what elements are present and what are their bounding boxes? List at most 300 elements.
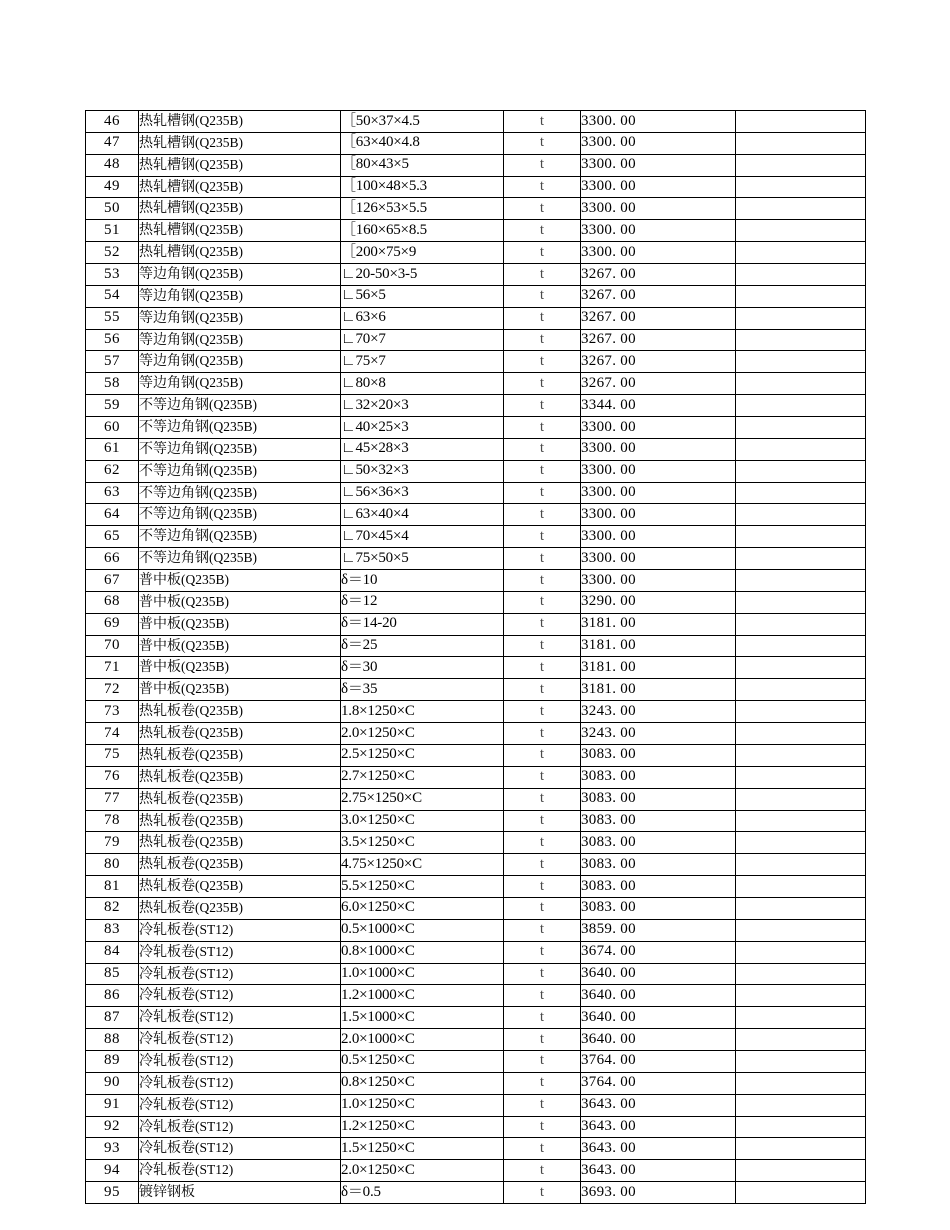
cell-unit[interactable]: t [504,373,581,395]
cell-unit[interactable]: t [504,897,581,919]
cell-name[interactable] [139,176,341,198]
cell-unit-price[interactable]: 3083. 00 [581,810,736,832]
table-row[interactable] [86,242,866,264]
cell-specification[interactable]: ∟45×28×3 [341,438,504,460]
cell-unit[interactable]: t [504,1072,581,1094]
cell-remark[interactable] [736,657,866,679]
cell-specification[interactable]: 0.8×1000×C [341,941,504,963]
cell-sequence[interactable]: 60 [86,417,139,439]
cell-name[interactable] [139,744,341,766]
cell-name[interactable] [139,1160,341,1182]
cell-specification[interactable]: δ＝12 [341,591,504,613]
cell-unit[interactable]: t [504,985,581,1007]
table-row[interactable] [86,373,866,395]
cell-remark[interactable] [736,264,866,286]
cell-remark[interactable] [736,1007,866,1029]
cell-unit[interactable]: t [504,919,581,941]
cell-remark[interactable] [736,198,866,220]
cell-unit-price[interactable]: 3764. 00 [581,1072,736,1094]
table-row[interactable] [86,285,866,307]
cell-name[interactable] [139,985,341,1007]
cell-unit[interactable]: t [504,285,581,307]
table-row[interactable] [86,1050,866,1072]
cell-sequence[interactable]: 65 [86,526,139,548]
cell-specification[interactable]: δ＝30 [341,657,504,679]
cell-remark[interactable] [736,395,866,417]
cell-name[interactable] [139,1116,341,1138]
cell-name[interactable] [139,111,341,133]
cell-specification[interactable]: ［80×43×5 [341,154,504,176]
cell-name[interactable] [139,897,341,919]
cell-sequence[interactable]: 64 [86,504,139,526]
cell-unit-price[interactable]: 3300. 00 [581,460,736,482]
table-row[interactable] [86,941,866,963]
cell-sequence[interactable]: 50 [86,198,139,220]
cell-sequence[interactable]: 68 [86,591,139,613]
table-row[interactable] [86,810,866,832]
cell-unit[interactable]: t [504,1029,581,1051]
cell-name[interactable] [139,285,341,307]
table-row[interactable] [86,482,866,504]
cell-specification[interactable]: 0.8×1250×C [341,1072,504,1094]
cell-remark[interactable] [736,132,866,154]
cell-name[interactable] [139,766,341,788]
cell-remark[interactable] [736,285,866,307]
cell-remark[interactable] [736,460,866,482]
cell-unit[interactable]: t [504,242,581,264]
cell-remark[interactable] [736,1029,866,1051]
cell-unit[interactable]: t [504,176,581,198]
cell-unit[interactable]: t [504,329,581,351]
cell-unit-price[interactable]: 3300. 00 [581,417,736,439]
cell-unit-price[interactable]: 3083. 00 [581,832,736,854]
cell-name[interactable] [139,417,341,439]
cell-remark[interactable] [736,220,866,242]
cell-name[interactable] [139,963,341,985]
cell-specification[interactable]: δ＝10 [341,570,504,592]
cell-unit[interactable]: t [504,832,581,854]
cell-sequence[interactable]: 91 [86,1094,139,1116]
cell-name[interactable] [139,264,341,286]
cell-sequence[interactable]: 49 [86,176,139,198]
cell-name[interactable] [139,919,341,941]
cell-sequence[interactable]: 84 [86,941,139,963]
table-row[interactable] [86,132,866,154]
cell-remark[interactable] [736,613,866,635]
cell-specification[interactable]: ［63×40×4.8 [341,132,504,154]
cell-specification[interactable]: ∟70×7 [341,329,504,351]
cell-specification[interactable]: ∟20-50×3-5 [341,264,504,286]
cell-unit-price[interactable]: 3290. 00 [581,591,736,613]
cell-unit[interactable]: t [504,591,581,613]
cell-remark[interactable] [736,329,866,351]
table-row[interactable] [86,264,866,286]
cell-unit[interactable]: t [504,132,581,154]
cell-unit-price[interactable]: 3181. 00 [581,679,736,701]
cell-unit[interactable]: t [504,679,581,701]
cell-remark[interactable] [736,417,866,439]
cell-remark[interactable] [736,897,866,919]
cell-unit[interactable]: t [504,570,581,592]
cell-sequence[interactable]: 61 [86,438,139,460]
cell-sequence[interactable]: 51 [86,220,139,242]
cell-unit[interactable]: t [504,438,581,460]
cell-unit-price[interactable]: 3267. 00 [581,351,736,373]
cell-unit-price[interactable]: 3300. 00 [581,154,736,176]
cell-specification[interactable]: 6.0×1250×C [341,897,504,919]
cell-specification[interactable]: ［200×75×9 [341,242,504,264]
cell-unit-price[interactable]: 3300. 00 [581,111,736,133]
cell-specification[interactable]: ∟63×6 [341,307,504,329]
cell-sequence[interactable]: 80 [86,854,139,876]
cell-name[interactable] [139,591,341,613]
cell-remark[interactable] [736,876,866,898]
cell-specification[interactable]: ∟40×25×3 [341,417,504,439]
cell-specification[interactable]: 1.0×1250×C [341,1094,504,1116]
cell-remark[interactable] [736,570,866,592]
cell-unit-price[interactable]: 3859. 00 [581,919,736,941]
cell-name[interactable] [139,395,341,417]
cell-unit[interactable]: t [504,220,581,242]
cell-unit-price[interactable]: 3300. 00 [581,548,736,570]
cell-sequence[interactable]: 53 [86,264,139,286]
cell-unit[interactable]: t [504,264,581,286]
cell-sequence[interactable]: 86 [86,985,139,1007]
cell-name[interactable] [139,460,341,482]
cell-unit-price[interactable]: 3640. 00 [581,985,736,1007]
cell-name[interactable] [139,810,341,832]
cell-unit-price[interactable]: 3267. 00 [581,329,736,351]
cell-unit-price[interactable]: 3083. 00 [581,897,736,919]
cell-sequence[interactable]: 89 [86,1050,139,1072]
cell-remark[interactable] [736,1116,866,1138]
cell-specification[interactable]: ［100×48×5.3 [341,176,504,198]
cell-name[interactable] [139,351,341,373]
cell-specification[interactable]: 0.5×1250×C [341,1050,504,1072]
table-row[interactable] [86,679,866,701]
cell-sequence[interactable]: 52 [86,242,139,264]
table-row[interactable] [86,198,866,220]
cell-specification[interactable]: 1.0×1000×C [341,963,504,985]
cell-unit-price[interactable]: 3300. 00 [581,504,736,526]
cell-remark[interactable] [736,504,866,526]
cell-specification[interactable]: δ＝25 [341,635,504,657]
cell-name[interactable] [139,788,341,810]
cell-specification[interactable]: 1.5×1250×C [341,1138,504,1160]
cell-specification[interactable]: 2.0×1000×C [341,1029,504,1051]
table-row[interactable] [86,635,866,657]
cell-name[interactable] [139,438,341,460]
table-row[interactable] [86,1138,866,1160]
cell-remark[interactable] [736,548,866,570]
cell-remark[interactable] [736,591,866,613]
table-row[interactable] [86,570,866,592]
cell-unit[interactable]: t [504,613,581,635]
table-row[interactable] [86,220,866,242]
cell-sequence[interactable]: 90 [86,1072,139,1094]
cell-unit-price[interactable]: 3267. 00 [581,307,736,329]
cell-remark[interactable] [736,1094,866,1116]
cell-unit-price[interactable]: 3300. 00 [581,198,736,220]
table-row[interactable] [86,176,866,198]
cell-remark[interactable] [736,963,866,985]
cell-name[interactable] [139,613,341,635]
cell-remark[interactable] [736,744,866,766]
cell-unit-price[interactable]: 3643. 00 [581,1116,736,1138]
cell-remark[interactable] [736,111,866,133]
cell-unit[interactable]: t [504,504,581,526]
cell-sequence[interactable]: 76 [86,766,139,788]
cell-unit[interactable]: t [504,963,581,985]
cell-sequence[interactable]: 74 [86,723,139,745]
table-row[interactable] [86,504,866,526]
cell-unit[interactable]: t [504,198,581,220]
cell-sequence[interactable]: 77 [86,788,139,810]
cell-name[interactable] [139,154,341,176]
cell-unit[interactable]: t [504,941,581,963]
table-row[interactable] [86,613,866,635]
cell-remark[interactable] [736,307,866,329]
cell-sequence[interactable]: 63 [86,482,139,504]
cell-unit-price[interactable]: 3267. 00 [581,373,736,395]
cell-unit[interactable]: t [504,1007,581,1029]
cell-unit-price[interactable]: 3344. 00 [581,395,736,417]
cell-unit[interactable]: t [504,876,581,898]
cell-remark[interactable] [736,810,866,832]
cell-unit[interactable]: t [504,766,581,788]
cell-specification[interactable]: 2.0×1250×C [341,723,504,745]
cell-sequence[interactable]: 72 [86,679,139,701]
cell-name[interactable] [139,1029,341,1051]
cell-specification[interactable]: 1.2×1000×C [341,985,504,1007]
cell-specification[interactable]: 1.5×1000×C [341,1007,504,1029]
cell-name[interactable] [139,941,341,963]
cell-unit-price[interactable]: 3764. 00 [581,1050,736,1072]
cell-sequence[interactable]: 57 [86,351,139,373]
cell-unit-price[interactable]: 3640. 00 [581,963,736,985]
table-row[interactable] [86,591,866,613]
cell-specification[interactable]: 4.75×1250×C [341,854,504,876]
cell-sequence[interactable]: 69 [86,613,139,635]
cell-unit[interactable]: t [504,548,581,570]
cell-unit-price[interactable]: 3300. 00 [581,570,736,592]
cell-unit-price[interactable]: 3640. 00 [581,1029,736,1051]
cell-name[interactable] [139,1007,341,1029]
cell-remark[interactable] [736,788,866,810]
cell-sequence[interactable]: 55 [86,307,139,329]
table-row[interactable] [86,1116,866,1138]
cell-specification[interactable]: 2.7×1250×C [341,766,504,788]
cell-unit-price[interactable]: 3083. 00 [581,854,736,876]
cell-unit[interactable]: t [504,395,581,417]
cell-sequence[interactable]: 88 [86,1029,139,1051]
table-row[interactable] [86,1007,866,1029]
cell-unit-price[interactable]: 3300. 00 [581,438,736,460]
table-row[interactable] [86,919,866,941]
cell-unit[interactable]: t [504,482,581,504]
table-row[interactable] [86,526,866,548]
cell-unit[interactable]: t [504,1182,581,1204]
cell-sequence[interactable]: 62 [86,460,139,482]
table-row[interactable] [86,307,866,329]
cell-remark[interactable] [736,154,866,176]
cell-name[interactable] [139,526,341,548]
cell-remark[interactable] [736,766,866,788]
cell-remark[interactable] [736,526,866,548]
cell-remark[interactable] [736,854,866,876]
cell-unit[interactable]: t [504,1050,581,1072]
cell-remark[interactable] [736,723,866,745]
cell-specification[interactable]: ［126×53×5.5 [341,198,504,220]
cell-unit-price[interactable]: 3643. 00 [581,1160,736,1182]
cell-sequence[interactable]: 87 [86,1007,139,1029]
cell-sequence[interactable]: 71 [86,657,139,679]
cell-specification[interactable]: ［50×37×4.5 [341,111,504,133]
cell-specification[interactable]: 2.5×1250×C [341,744,504,766]
cell-name[interactable] [139,1094,341,1116]
cell-name[interactable] [139,220,341,242]
table-row[interactable] [86,329,866,351]
cell-remark[interactable] [736,919,866,941]
cell-sequence[interactable]: 66 [86,548,139,570]
table-row[interactable] [86,1094,866,1116]
cell-unit-price[interactable]: 3181. 00 [581,657,736,679]
cell-unit-price[interactable]: 3300. 00 [581,482,736,504]
cell-specification[interactable]: ［160×65×8.5 [341,220,504,242]
cell-sequence[interactable]: 82 [86,897,139,919]
table-row[interactable] [86,1182,866,1204]
cell-sequence[interactable]: 59 [86,395,139,417]
table-row[interactable] [86,395,866,417]
cell-remark[interactable] [736,1138,866,1160]
cell-sequence[interactable]: 46 [86,111,139,133]
cell-specification[interactable]: 1.8×1250×C [341,701,504,723]
cell-specification[interactable]: ∟63×40×4 [341,504,504,526]
cell-sequence[interactable]: 73 [86,701,139,723]
cell-name[interactable] [139,1050,341,1072]
table-row[interactable] [86,723,866,745]
table-row[interactable] [86,111,866,133]
cell-unit-price[interactable]: 3300. 00 [581,132,736,154]
cell-specification[interactable]: 2.75×1250×C [341,788,504,810]
cell-specification[interactable]: ∟50×32×3 [341,460,504,482]
cell-unit[interactable]: t [504,417,581,439]
cell-unit-price[interactable]: 3083. 00 [581,876,736,898]
cell-name[interactable] [139,679,341,701]
cell-unit-price[interactable]: 3267. 00 [581,264,736,286]
cell-remark[interactable] [736,351,866,373]
table-row[interactable] [86,744,866,766]
cell-sequence[interactable]: 85 [86,963,139,985]
cell-name[interactable] [139,373,341,395]
cell-unit[interactable]: t [504,351,581,373]
cell-unit[interactable]: t [504,1116,581,1138]
cell-name[interactable] [139,1182,341,1204]
cell-unit-price[interactable]: 3083. 00 [581,744,736,766]
cell-specification[interactable]: ∟80×8 [341,373,504,395]
cell-remark[interactable] [736,679,866,701]
cell-remark[interactable] [736,832,866,854]
cell-specification[interactable]: ∟70×45×4 [341,526,504,548]
cell-name[interactable] [139,832,341,854]
cell-name[interactable] [139,876,341,898]
cell-unit[interactable]: t [504,701,581,723]
cell-name[interactable] [139,657,341,679]
cell-unit[interactable]: t [504,723,581,745]
cell-name[interactable] [139,1138,341,1160]
cell-sequence[interactable]: 95 [86,1182,139,1204]
cell-remark[interactable] [736,1160,866,1182]
cell-remark[interactable] [736,438,866,460]
cell-sequence[interactable]: 56 [86,329,139,351]
cell-unit-price[interactable]: 3640. 00 [581,1007,736,1029]
cell-unit[interactable]: t [504,1160,581,1182]
table-row[interactable] [86,548,866,570]
cell-remark[interactable] [736,176,866,198]
cell-name[interactable] [139,723,341,745]
cell-unit-price[interactable]: 3300. 00 [581,526,736,548]
cell-unit-price[interactable]: 3300. 00 [581,242,736,264]
cell-specification[interactable]: ∟56×5 [341,285,504,307]
cell-specification[interactable]: ∟56×36×3 [341,482,504,504]
table-row[interactable] [86,832,866,854]
cell-name[interactable] [139,504,341,526]
cell-unit-price[interactable]: 3643. 00 [581,1094,736,1116]
cell-specification[interactable]: δ＝35 [341,679,504,701]
cell-specification[interactable]: 0.5×1000×C [341,919,504,941]
cell-sequence[interactable]: 79 [86,832,139,854]
cell-remark[interactable] [736,985,866,1007]
cell-name[interactable] [139,132,341,154]
cell-specification[interactable]: ∟32×20×3 [341,395,504,417]
table-row[interactable] [86,766,866,788]
cell-unit[interactable]: t [504,657,581,679]
cell-unit[interactable]: t [504,810,581,832]
cell-name[interactable] [139,198,341,220]
cell-unit-price[interactable]: 3243. 00 [581,723,736,745]
cell-sequence[interactable]: 47 [86,132,139,154]
table-row[interactable] [86,1160,866,1182]
table-row[interactable] [86,154,866,176]
table-row[interactable] [86,876,866,898]
table-row[interactable] [86,460,866,482]
cell-sequence[interactable]: 54 [86,285,139,307]
cell-unit[interactable]: t [504,1094,581,1116]
cell-unit[interactable]: t [504,744,581,766]
cell-unit-price[interactable]: 3267. 00 [581,285,736,307]
cell-unit-price[interactable]: 3243. 00 [581,701,736,723]
cell-unit[interactable]: t [504,460,581,482]
cell-unit-price[interactable]: 3674. 00 [581,941,736,963]
cell-unit-price[interactable]: 3181. 00 [581,635,736,657]
cell-name[interactable] [139,1072,341,1094]
cell-specification[interactable]: ∟75×7 [341,351,504,373]
table-row[interactable] [86,985,866,1007]
cell-sequence[interactable]: 94 [86,1160,139,1182]
table-row[interactable] [86,417,866,439]
cell-sequence[interactable]: 81 [86,876,139,898]
cell-sequence[interactable]: 67 [86,570,139,592]
cell-specification[interactable]: 2.0×1250×C [341,1160,504,1182]
cell-sequence[interactable]: 58 [86,373,139,395]
cell-remark[interactable] [736,701,866,723]
cell-remark[interactable] [736,941,866,963]
table-row[interactable] [86,438,866,460]
cell-unit[interactable]: t [504,1138,581,1160]
cell-name[interactable] [139,482,341,504]
cell-remark[interactable] [736,482,866,504]
cell-sequence[interactable]: 92 [86,1116,139,1138]
